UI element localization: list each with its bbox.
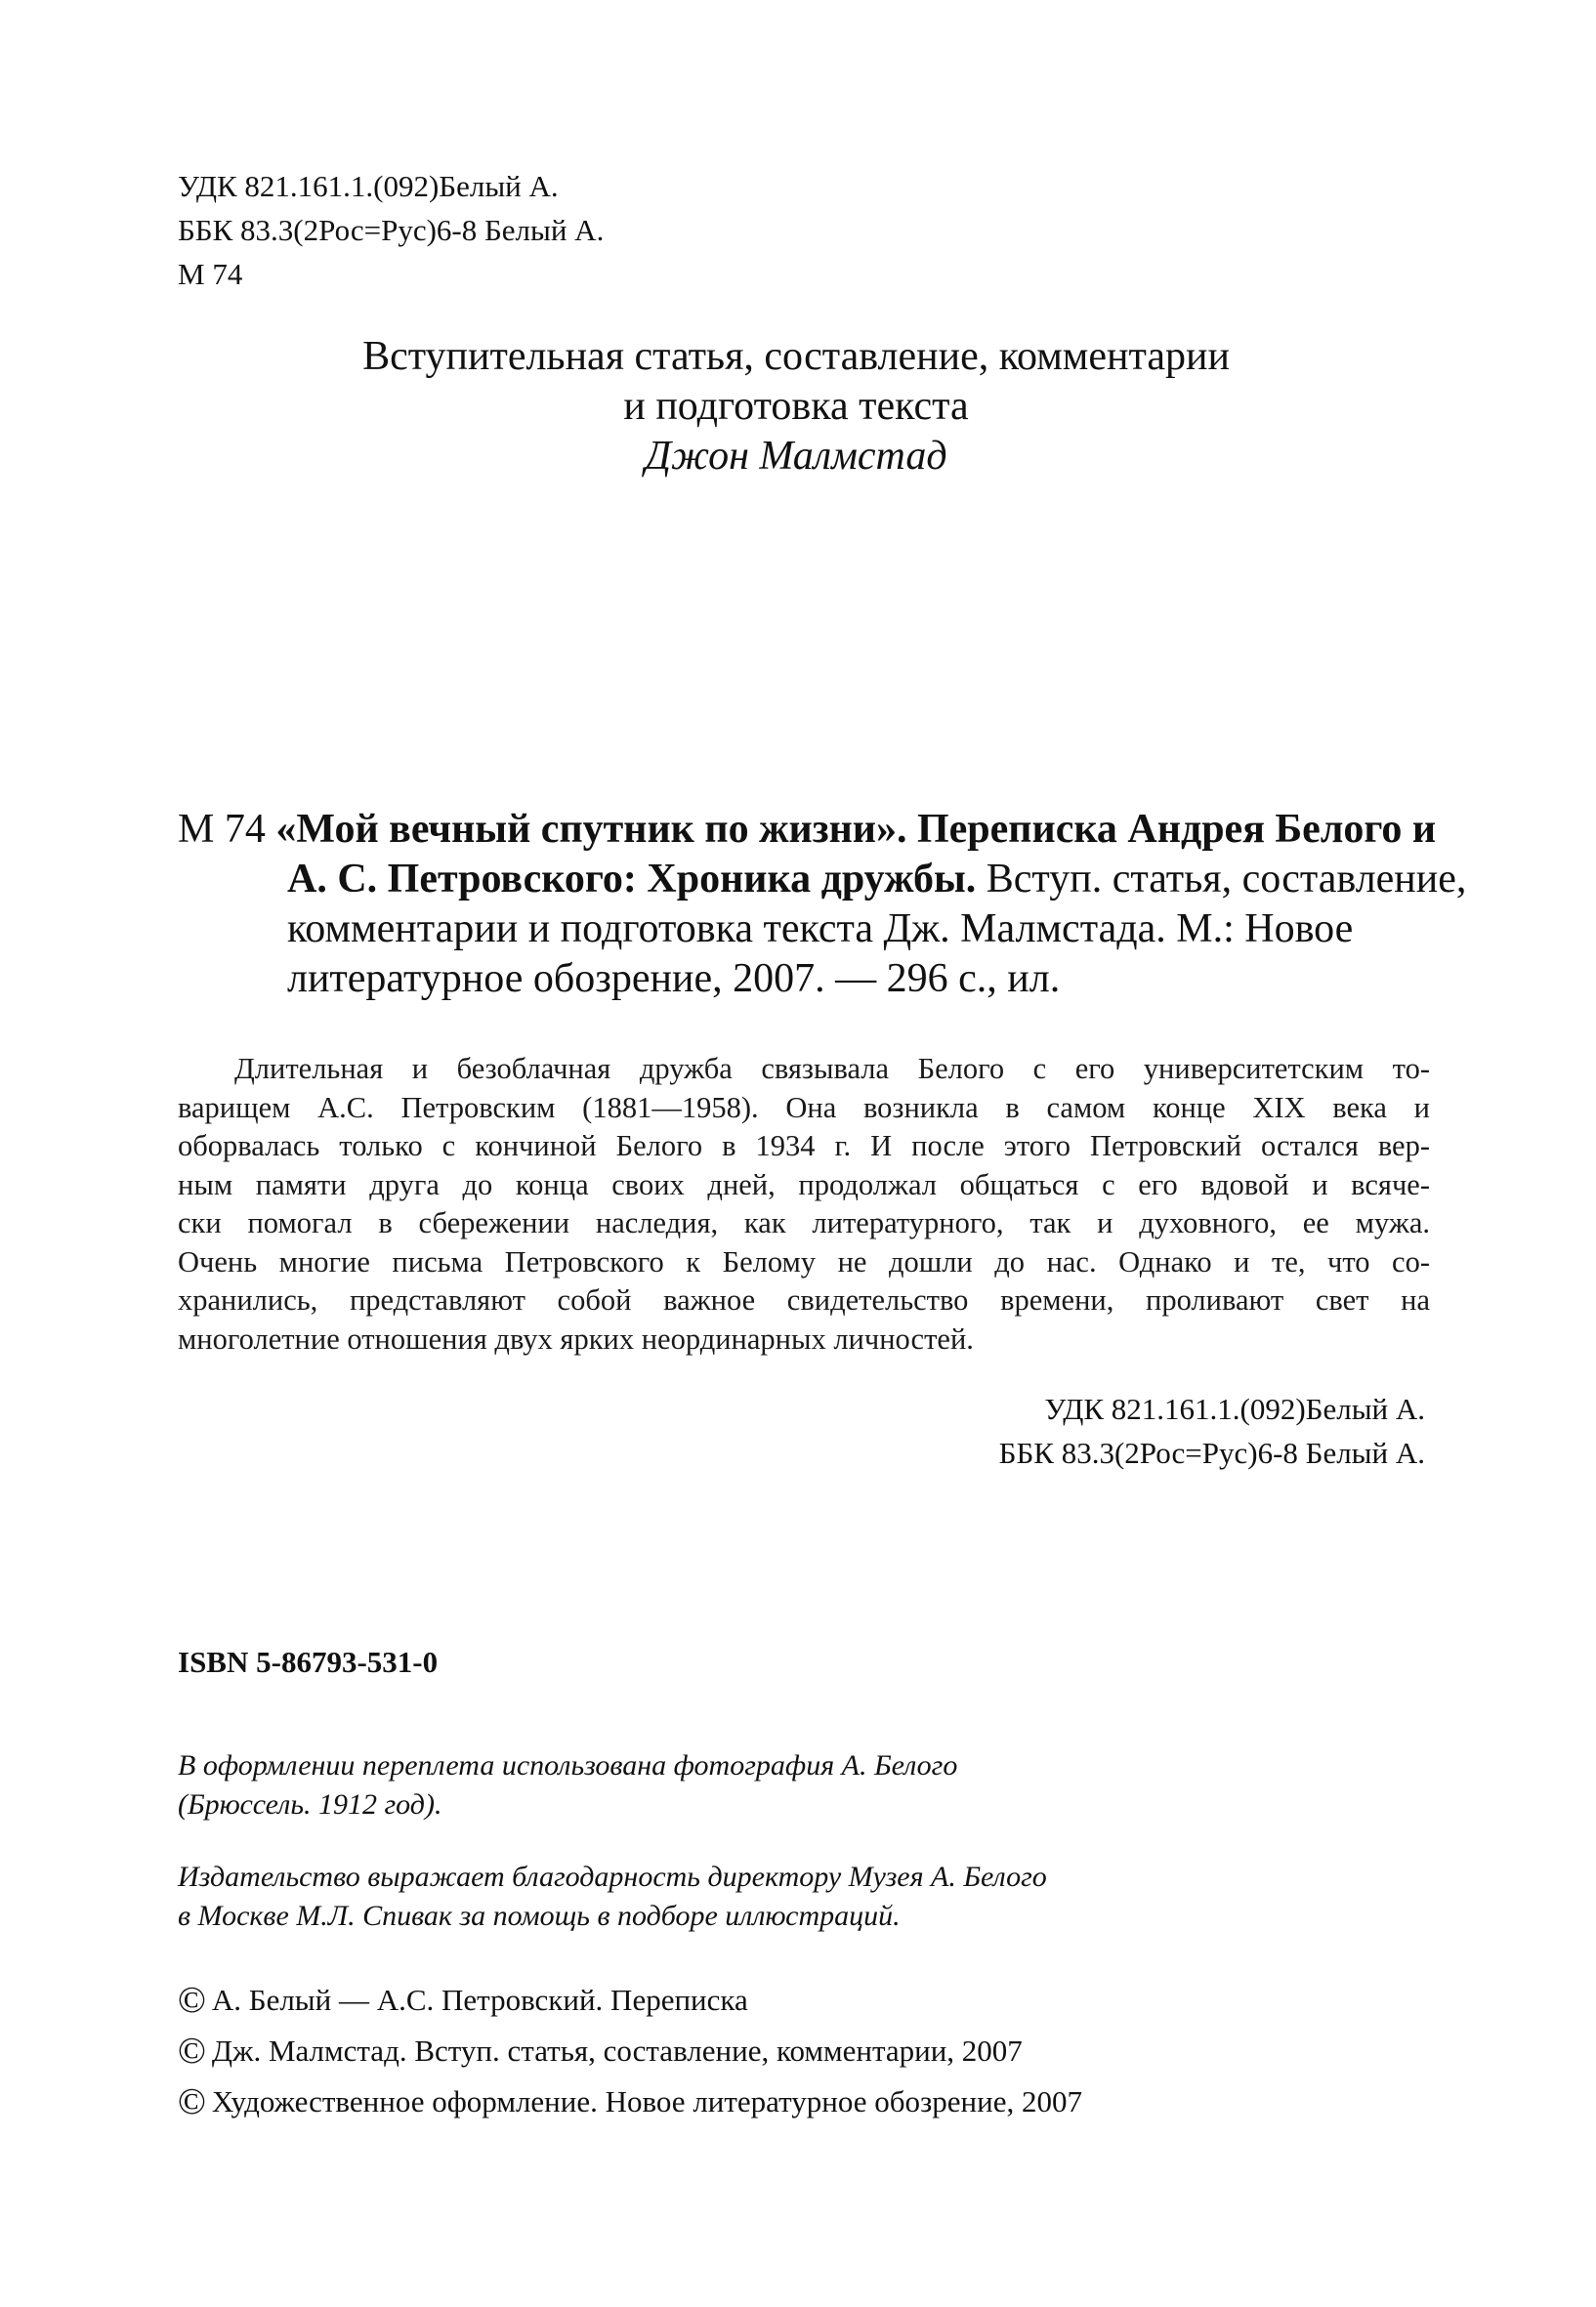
copyright-text-1: А. Белый — А.С. Петровский. Переписка bbox=[211, 1983, 748, 2017]
biblio-title-part-2: А. С. Петровского: Хроника дружбы. bbox=[287, 857, 977, 902]
isbn: ISBN 5-86793-531-0 bbox=[178, 1645, 439, 1679]
copyright-line-1 bbox=[178, 1975, 1082, 2026]
copyright-icon: © bbox=[178, 2031, 206, 2072]
udk-code: УДК 821.161.1.(092)Белый А. bbox=[178, 169, 559, 203]
classification-codes-footer bbox=[999, 1387, 1425, 1475]
annotation-line: Очень многие письма Петровского к Белому не дошли до нас. Однако и те, что со- bbox=[178, 1244, 1430, 1279]
copyright-line-3 bbox=[178, 2076, 1082, 2127]
biblio-mark: М 74 bbox=[178, 807, 266, 852]
annotation-line: ным памяти друга до конца своих дней, продолжал общаться с его вдовой и всяче- bbox=[178, 1167, 1430, 1201]
cover-note-line-1: В оформлении переплета использована фотография А. Белого bbox=[178, 1749, 958, 1782]
footer-udk-code: УДК 821.161.1.(092)Белый А. bbox=[1044, 1392, 1425, 1426]
publisher-notes bbox=[178, 1746, 1262, 1936]
cover-note-line-2: (Брюссель. 1912 год). bbox=[178, 1788, 442, 1821]
biblio-title-part-1: «Мой вечный спутник по жизни». Переписка Андрея Белого и bbox=[275, 807, 1437, 852]
biblio-line-4: литературное обозрение, 2007. — 296 с., ил. bbox=[287, 956, 1061, 1001]
annotation-line: многолетние отношения двух ярких неординарных личностей. bbox=[178, 1321, 974, 1356]
footer-bbk-code: ББК 83.3(2Рос=Рус)6-8 Белый А. bbox=[998, 1436, 1425, 1470]
copyright-icon: © bbox=[178, 1980, 206, 2021]
annotation-line: варищем А.С. Петровским (1881—1958). Она возникла в самом конце XIX века и bbox=[178, 1090, 1430, 1124]
biblio-line-2-rest: Вступ. статья, составление, bbox=[986, 857, 1467, 902]
annotation-line: оборвалась только с кончиной Белого в 1934 г. И после этого Петровский остался вер- bbox=[178, 1129, 1430, 1162]
editor-name: Джон Малмстад bbox=[645, 434, 947, 479]
thanks-note-line-1: Издательство выражает благодарность директору Музея А. Белого bbox=[178, 1861, 1047, 1893]
biblio-line-2 bbox=[178, 855, 1467, 904]
credits-line-2: и подготовка текста bbox=[623, 384, 969, 429]
copyright-line-2 bbox=[178, 2026, 1082, 2076]
copyright-text-2: Дж. Малмстад. Вступ. статья, составление, комментарии, 2007 bbox=[211, 2034, 1023, 2068]
annotation-line: ски помогал в сбережении наследия, как литературного, так и духовного, ее мужа. bbox=[178, 1206, 1430, 1239]
bbk-code: ББК 83.3(2Рос=Рус)6-8 Белый А. bbox=[178, 213, 605, 247]
author-mark: М 74 bbox=[178, 257, 243, 291]
copyright-block bbox=[178, 1975, 1082, 2127]
thanks-note-line-2: в Москве М.Л. Спивак за помощь в подборе иллюстраций. bbox=[178, 1900, 901, 1932]
biblio-line-1 bbox=[178, 805, 1437, 855]
copyright-icon: © bbox=[178, 2081, 206, 2122]
classification-codes-header bbox=[178, 164, 604, 296]
editorial-credits bbox=[244, 332, 1348, 482]
bibliographic-entry bbox=[178, 805, 1467, 1004]
credits-line-1: Вступительная статья, составление, комментарии bbox=[362, 334, 1230, 379]
annotation-paragraph bbox=[178, 1050, 1430, 1359]
copyright-text-3: Художественное оформление. Новое литературное обозрение, 2007 bbox=[211, 2084, 1082, 2118]
biblio-line-3: комментарии и подготовка текста Дж. Малмстада. М.: Новое bbox=[287, 906, 1354, 951]
annotation-line: хранились, представляют собой важное свидетельство времени, проливают свет на bbox=[178, 1283, 1430, 1317]
annotation-line: Длительная и безоблачная дружба связывала Белого с его университетским то- bbox=[234, 1052, 1430, 1085]
